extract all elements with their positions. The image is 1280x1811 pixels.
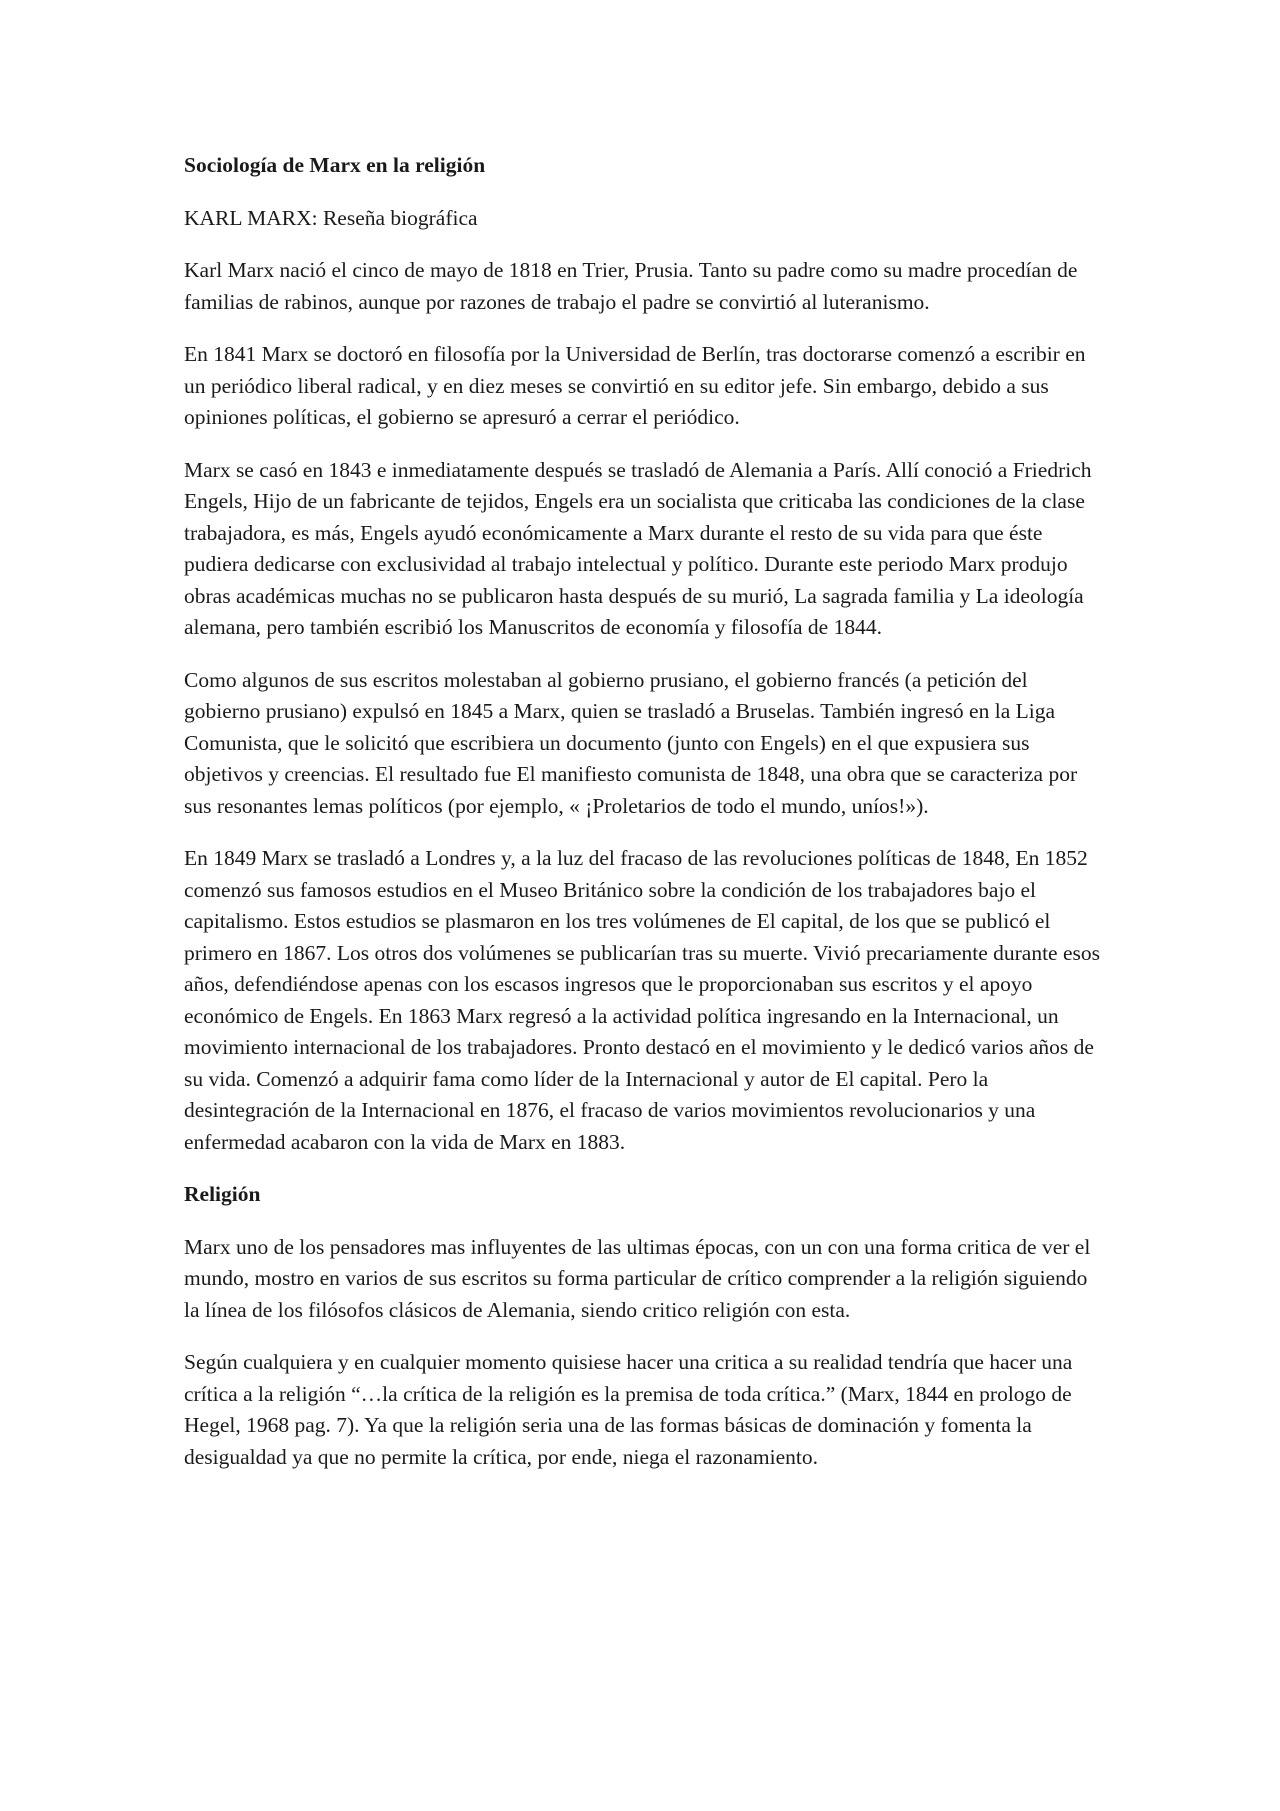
paragraph-religion-critique: Según cualquiera y en cualquier momento quisiese hacer una critica a su realidad tendría que hacer una crítica a la religión “…la crítica de la religión es la premisa de toda crítica.” (Marx, 1844 en prologo de Hegel, 1968 pag. 7). Ya que la religión seria una de las formas básicas de dominación y fomenta la desigualdad ya que no permite la crítica, por ende, niega el razonamiento. xyxy=(184,1350,1073,1469)
section-heading-religion: Religión xyxy=(184,1182,261,1206)
paragraph-doctorate: En 1841 Marx se doctoró en filosofía por la Universidad de Berlín, tras doctorarse comenzó a escribir en un periódico liberal radical, y en diez meses se convirtió en su editor jefe. Sin embargo, debido a sus opiniones políticas, el gobierno se apresuró a cerrar el periódico. xyxy=(184,342,1086,429)
document-title: Sociología de Marx en la religión xyxy=(184,153,486,177)
paragraph-brussels: Como algunos de sus escritos molestaban al gobierno prusiano, el gobierno francés (a petición del gobierno prusiano) expulsó en 1845 a Marx, quien se trasladó a Bruselas. También ingresó en la Liga Comunista, que le solicitó que escribiera un documento (junto con Engels) en el que expusiera sus objetivos y creencias. El resultado fue El manifiesto comunista de 1848, una obra que se caracteriza por sus resonantes lemas políticos (por ejemplo, « ¡Proletarios de todo el mundo, uníos!»). xyxy=(184,667,1078,818)
document-subtitle: KARL MARX: Reseña biográfica xyxy=(184,205,478,230)
paragraph-paris: Marx se casó en 1843 e inmediatamente después se trasladó de Alemania a París. Allí conoció a Friedrich Engels, Hijo de un fabricante de tejidos, Engels era un socialista que criticaba las condiciones de la clase trabajadora, es más, Engels ayudó económicamente a Marx durante el resto de su vida para que éste pudiera dedicarse con exclusividad al trabajo intelectual y político. Durante este periodo Marx produjo obras académicas muchas no se publicaron hasta después de su murió, La sagrada familia y La ideología alemana, pero también escribió los Manuscritos de economía y filosofía de 1844. xyxy=(184,457,1092,639)
document-body xyxy=(184,150,1106,1494)
paragraph-london: En 1849 Marx se trasladó a Londres y, a la luz del fracaso de las revoluciones políticas de 1848, En 1852 comenzó sus famosos estudios en el Museo Británico sobre la condición de los trabajadores bajo el capitalismo. Estos estudios se plasmaron en los tres volúmenes de El capital, de los que se publicó el primero en 1867. Los otros dos volúmenes se publicarían tras su muerte. Vivió precariamente durante esos años, defendiéndose apenas con los escasos ingresos que le proporcionaban sus escritos y el apoyo económico de Engels. En 1863 Marx regresó a la actividad política ingresando en la Internacional, un movimiento internacional de los trabajadores. Pronto destacó en el movimiento y le dedicó varios años de su vida. Comenzó a adquirir fama como líder de la Internacional y autor de El capital. Pero la desintegración de la Internacional en 1876, el fracaso de varios movimientos revolucionarios y una enfermedad acabaron con la vida de Marx en 1883. xyxy=(184,846,1100,1154)
paragraph-birth: Karl Marx nació el cinco de mayo de 1818 en Trier, Prusia. Tanto su padre como su madre procedían de familias de rabinos, aunque por razones de trabajo el padre se convirtió al luteranismo. xyxy=(184,258,1078,314)
paragraph-religion-intro: Marx uno de los pensadores mas influyentes de las ultimas épocas, con un con una forma critica de ver el mundo, mostro en varios de sus escritos su forma particular de crítico comprender a la religión siguiendo la línea de los filósofos clásicos de Alemania, siendo critico religión con esta. xyxy=(184,1234,1091,1322)
